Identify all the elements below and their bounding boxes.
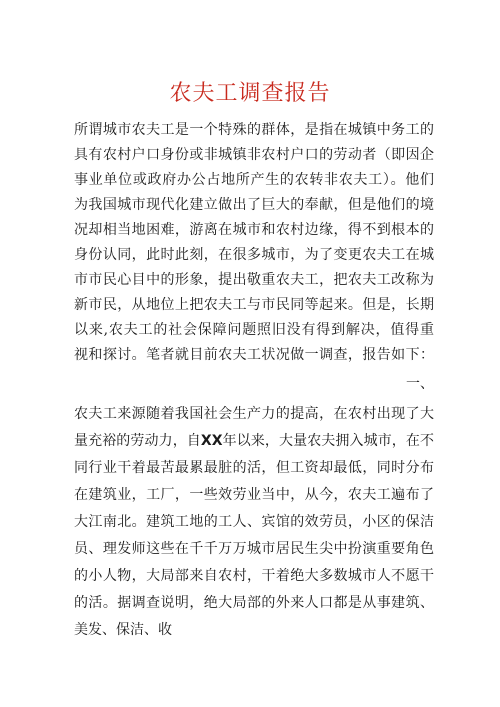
bold-year-placeholder: XX (200, 433, 223, 449)
text-line: 所谓城市农夫工是一个特殊的群体，是指在城镇中务工的 (74, 122, 434, 138)
text-line: 事业单位或政府办公占地所产生的农转非农夫工）。他们 (74, 172, 434, 188)
text-line: 视和探讨。笔者就目前农夫工状况做一调查，报告如下： (74, 347, 434, 363)
text-line: 在建筑业，工厂，一些效劳业当中，从今，农夫工遍布了 (74, 487, 434, 503)
document-title: 农夫工调查报告 (169, 81, 331, 106)
text-line: 况却相当地困难，游离在城市和农村边缘，得不到根本的 (74, 222, 434, 238)
text-line-with-bold (74, 431, 434, 451)
text-line: 的活。据调查说明，绝大局部的外来人口都是从事建筑、 (74, 595, 434, 611)
text-line: 身份认同，此时此刻，在很多城市，为了变更农夫工在城 (74, 247, 434, 263)
text-segment: 量充裕的劳动力，自 (74, 433, 201, 449)
section-number: 一、 (406, 376, 434, 392)
text-line: 农夫工来源随着我国社会生产力的提高，在农村出现了大 (74, 406, 434, 422)
text-line: 为我国城市现代化建立做出了巨大的奉献，但是他们的境 (74, 197, 434, 213)
text-line: 同行业干着最苦最累最脏的活，但工资却最低，同时分布 (74, 460, 434, 476)
text-line: 市市民心目中的形象，提出敬重农夫工，把农夫工改称为 (74, 272, 434, 288)
text-segment: 年以来，大量农夫拥入城市，在不 (222, 433, 435, 449)
text-line: 新市民，从地位上把农夫工与市民同等起来。但是，长期 (74, 297, 434, 313)
text-line: 美发、保洁、收 (74, 622, 172, 638)
text-line: 员、理发师这些在千千万万城市居民生尖中扮演重要角色 (74, 541, 434, 557)
text-line: 具有农村户口身份或非城镇非农村户口的劳动者（即因企 (74, 147, 434, 163)
text-line: 的小人物，大局部来自农村，干着绝大多数城市人不愿干 (74, 568, 434, 584)
text-line: 以来,农夫工的社会保障问题照旧没有得到解决，值得重 (74, 322, 434, 338)
text-line: 大江南北。建筑工地的工人、宾馆的效劳员，小区的保洁 (74, 514, 434, 530)
